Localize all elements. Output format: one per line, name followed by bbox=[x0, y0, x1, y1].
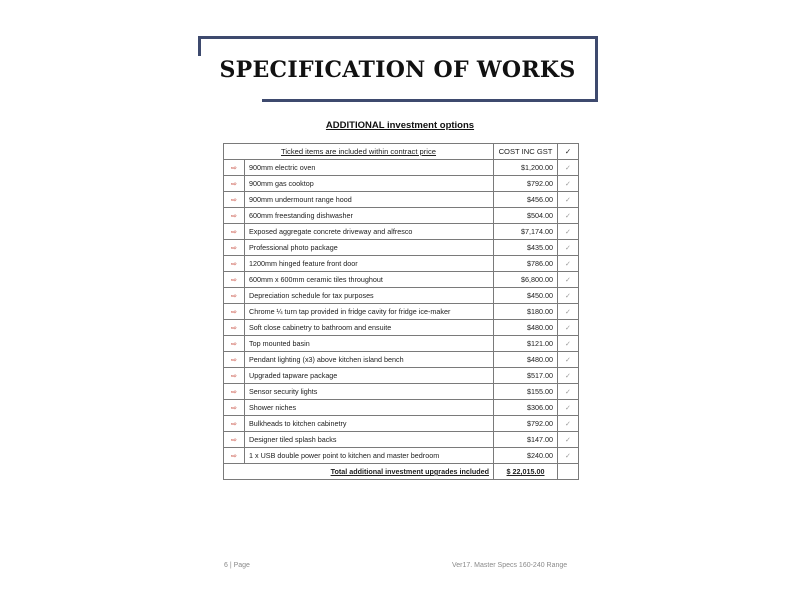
tick-icon: ✓ bbox=[558, 208, 579, 224]
arrow-icon: ⇨ bbox=[224, 384, 245, 400]
tick-icon: ✓ bbox=[558, 368, 579, 384]
arrow-icon: ⇨ bbox=[224, 320, 245, 336]
arrow-icon: ⇨ bbox=[224, 336, 245, 352]
total-row bbox=[224, 464, 579, 480]
item-cost: $792.00 bbox=[494, 176, 558, 192]
item-description: Exposed aggregate concrete driveway and alfresco bbox=[245, 224, 494, 240]
item-description: 900mm electric oven bbox=[245, 160, 494, 176]
arrow-icon: ⇨ bbox=[224, 192, 245, 208]
tick-icon: ✓ bbox=[558, 256, 579, 272]
tick-icon: ✓ bbox=[558, 192, 579, 208]
item-description: Chrome ¼ turn tap provided in fridge cavity for fridge ice-maker bbox=[245, 304, 494, 320]
tick-icon: ✓ bbox=[558, 416, 579, 432]
arrow-icon: ⇨ bbox=[224, 208, 245, 224]
item-cost: $180.00 bbox=[494, 304, 558, 320]
table-row bbox=[224, 336, 579, 352]
table-row bbox=[224, 448, 579, 464]
table-row bbox=[224, 368, 579, 384]
tick-icon: ✓ bbox=[558, 304, 579, 320]
item-cost: $456.00 bbox=[494, 192, 558, 208]
arrow-icon: ⇨ bbox=[224, 368, 245, 384]
item-cost: $480.00 bbox=[494, 320, 558, 336]
item-description: 1200mm hinged feature front door bbox=[245, 256, 494, 272]
item-cost: $480.00 bbox=[494, 352, 558, 368]
item-cost: $147.00 bbox=[494, 432, 558, 448]
table-row bbox=[224, 240, 579, 256]
header-tick-icon: ✓ bbox=[558, 144, 579, 160]
page-title: SPECIFICATION OF WORKS bbox=[219, 57, 576, 83]
item-description: Top mounted basin bbox=[245, 336, 494, 352]
arrow-icon: ⇨ bbox=[224, 448, 245, 464]
investment-options-table bbox=[223, 143, 579, 480]
item-cost: $306.00 bbox=[494, 400, 558, 416]
arrow-icon: ⇨ bbox=[224, 160, 245, 176]
arrow-icon: ⇨ bbox=[224, 288, 245, 304]
table-row bbox=[224, 208, 579, 224]
item-cost: $435.00 bbox=[494, 240, 558, 256]
tick-icon: ✓ bbox=[558, 400, 579, 416]
arrow-icon: ⇨ bbox=[224, 176, 245, 192]
tick-icon: ✓ bbox=[558, 320, 579, 336]
item-description: Bulkheads to kitchen cabinetry bbox=[245, 416, 494, 432]
tick-icon: ✓ bbox=[558, 352, 579, 368]
tick-icon: ✓ bbox=[558, 224, 579, 240]
item-description: 600mm x 600mm ceramic tiles throughout bbox=[245, 272, 494, 288]
table-row bbox=[224, 384, 579, 400]
item-description: 600mm freestanding dishwasher bbox=[245, 208, 494, 224]
arrow-icon: ⇨ bbox=[224, 256, 245, 272]
table-row bbox=[224, 352, 579, 368]
title-frame bbox=[200, 36, 598, 102]
table-row bbox=[224, 320, 579, 336]
arrow-icon: ⇨ bbox=[224, 416, 245, 432]
item-cost: $155.00 bbox=[494, 384, 558, 400]
table-row bbox=[224, 272, 579, 288]
item-description: 1 x USB double power point to kitchen and master bedroom bbox=[245, 448, 494, 464]
table-header-row bbox=[224, 144, 579, 160]
tick-icon: ✓ bbox=[558, 160, 579, 176]
item-cost: $517.00 bbox=[494, 368, 558, 384]
item-description: Soft close cabinetry to bathroom and ensuite bbox=[245, 320, 494, 336]
table-row bbox=[224, 160, 579, 176]
arrow-icon: ⇨ bbox=[224, 224, 245, 240]
arrow-icon: ⇨ bbox=[224, 272, 245, 288]
item-description: Depreciation schedule for tax purposes bbox=[245, 288, 494, 304]
tick-icon: ✓ bbox=[558, 288, 579, 304]
item-description: Shower niches bbox=[245, 400, 494, 416]
table-row bbox=[224, 288, 579, 304]
section-subtitle: ADDITIONAL investment options bbox=[325, 120, 475, 131]
item-cost: $121.00 bbox=[494, 336, 558, 352]
item-cost: $450.00 bbox=[494, 288, 558, 304]
table-row bbox=[224, 304, 579, 320]
item-cost: $7,174.00 bbox=[494, 224, 558, 240]
table-row bbox=[224, 176, 579, 192]
item-description: 900mm undermount range hood bbox=[245, 192, 494, 208]
item-cost: $792.00 bbox=[494, 416, 558, 432]
tick-icon: ✓ bbox=[558, 384, 579, 400]
item-cost: $240.00 bbox=[494, 448, 558, 464]
total-value: $ 22,015.00 bbox=[494, 464, 558, 480]
item-description: Professional photo package bbox=[245, 240, 494, 256]
table-row bbox=[224, 416, 579, 432]
item-cost: $504.00 bbox=[494, 208, 558, 224]
arrow-icon: ⇨ bbox=[224, 432, 245, 448]
table-row bbox=[224, 256, 579, 272]
table-row bbox=[224, 224, 579, 240]
tick-icon: ✓ bbox=[558, 432, 579, 448]
header-description: Ticked items are included within contract price bbox=[224, 144, 494, 160]
header-cost: COST INC GST bbox=[494, 144, 558, 160]
arrow-icon: ⇨ bbox=[224, 400, 245, 416]
table-row bbox=[224, 432, 579, 448]
tick-icon: ✓ bbox=[558, 176, 579, 192]
item-cost: $1,200.00 bbox=[494, 160, 558, 176]
item-cost: $786.00 bbox=[494, 256, 558, 272]
total-label: Total additional investment upgrades included bbox=[245, 464, 494, 480]
tick-icon: ✓ bbox=[558, 448, 579, 464]
page-number: 6 | Page bbox=[224, 562, 250, 569]
arrow-icon: ⇨ bbox=[224, 352, 245, 368]
tick-icon: ✓ bbox=[558, 240, 579, 256]
table-row bbox=[224, 400, 579, 416]
table-row bbox=[224, 192, 579, 208]
item-description: Upgraded tapware package bbox=[245, 368, 494, 384]
item-cost: $6,800.00 bbox=[494, 272, 558, 288]
tick-icon: ✓ bbox=[558, 336, 579, 352]
arrow-icon: ⇨ bbox=[224, 304, 245, 320]
arrow-icon: ⇨ bbox=[224, 240, 245, 256]
item-description: 900mm gas cooktop bbox=[245, 176, 494, 192]
item-description: Designer tiled splash backs bbox=[245, 432, 494, 448]
document-version: Ver17. Master Specs 160-240 Range bbox=[452, 562, 568, 569]
tick-icon: ✓ bbox=[558, 272, 579, 288]
item-description: Sensor security lights bbox=[245, 384, 494, 400]
item-description: Pendant lighting (x3) above kitchen island bench bbox=[245, 352, 494, 368]
